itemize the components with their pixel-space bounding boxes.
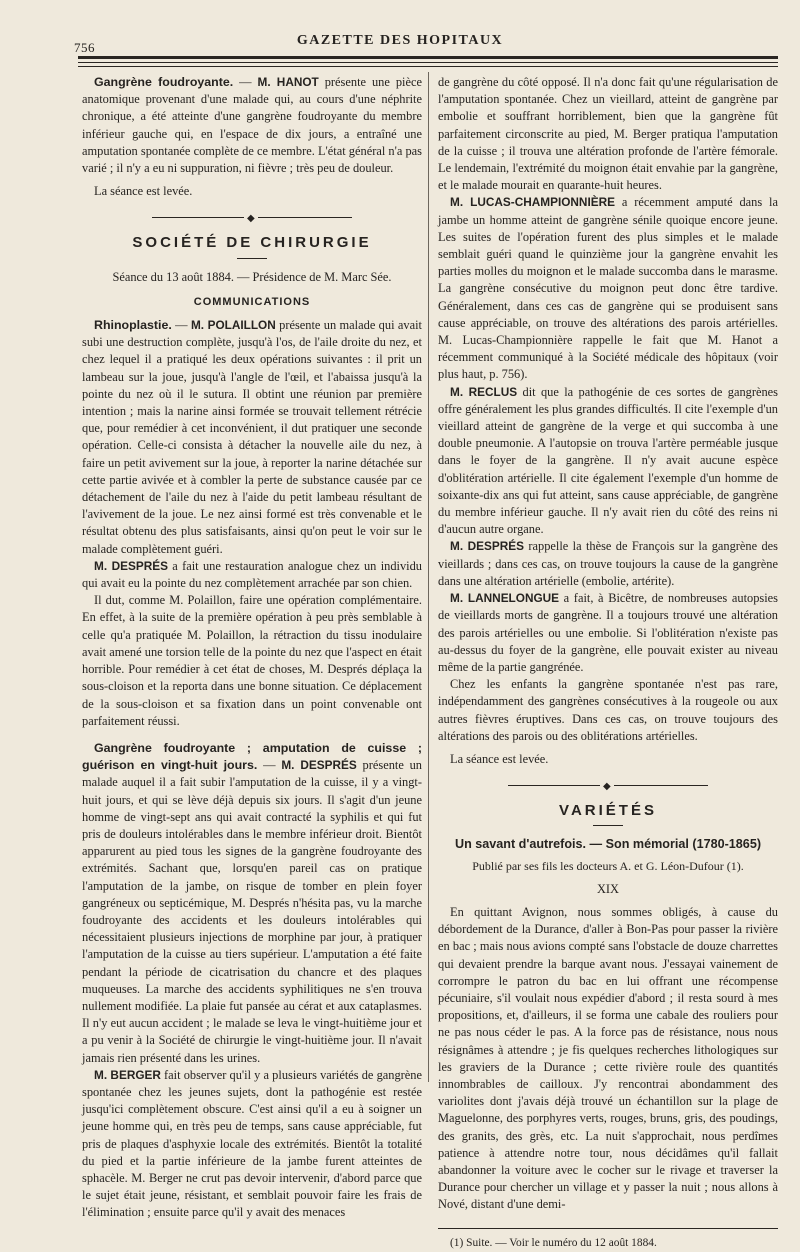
paragraph-text: a récemment amputé dans la jambe un homme atteint de gangrène sénile quoique encore jeune. Les suites de l'opération furent des plus simples et le malade semblait guéri quand le quinzième jour la gangrène envahit les parties molles du moignon et le malade succomba dans le marasme. La gangrène consécutive du moignon peut donc être tardive. Généralement, dans ces cas de gangrène qui se produisent sans cause appréciable, on trouve des altérations des parois artérielles. M. Lucas-Championnière rappelle le fait que M. Hanot a récemment communiqué à la Société médicale des hôpitaux (voir plus haut, p. 756). (438, 195, 778, 382)
speaker-name: M. HANOT (257, 75, 319, 89)
paragraph-text: rappelle la thèse de François sur la gangrène des vieillards ; dans ces cas, on trouve toujours la cause de la gangrène dans une altération artérielle (embolie, artérite). (438, 539, 778, 588)
short-rule (593, 825, 623, 826)
footnote-rule (438, 1228, 778, 1229)
paragraph (438, 538, 778, 590)
speaker-name: M. DESPRÉS (281, 758, 357, 773)
header-rule-thick (78, 56, 778, 59)
paragraph-text: a fait, à Bicêtre, de nombreuses autopsies de vieillards morts de gangrène. Il a toujours trouvé une altération des parois artérielles ou une embolie. Si l'oblitération n'existe pas au-dessus du foyer de la gangrène, elle pouvait exister au niveau même de la partie gangrénée. (438, 591, 778, 674)
speaker-name: M. DESPRÉS (94, 558, 168, 573)
paragraph: Rhinoplastie. — M. POLAILLON présente un malade qui avait subi une destruction complète, jusqu'à l'os, de l'aile droite du nez, et chez lequel il a pratiqué les deux opérations suivantes : il prit un lambeau sur la joue, jusqu'à l'angle de l'œil, et l'abaissa jusqu'à la pointe du nez où il le sutura. Il obtint une réunion par première intention ; mais la narine ainsi formée se trouvait tellement rétrécie que, pour remédier à cet inconvénient, il dut pratiquer une seconde opération. Celle-ci consista à détacher la nouvelle aile du nez, à faire un petit avivement sur la joue, à reporter la narine détachée sur cette partie avivée et à combler la perte de substance causée par ce détachement de l'aile du nez à l'aide du petit lambeau résultant de l'avivement de la joue. Le nez ainsi formé est très convenable et le résultat obtenu des plus satisfaisants, ainsi qu'on peut le voir sur le malade complètement guéri. (82, 318, 422, 556)
page-number: 756 (74, 40, 95, 55)
paragraph: Gangrène foudroyante ; amputation de cuisse ; guérison en vingt-huit jours. — M. DESPRÉS présente un malade auquel il a fait subir l'amputation de la cuisse, il y a vingt-huit jours, et qui se lève déjà depuis six jours. Il s'agit d'un jeune homme de vingt-sept ans qui avait contracté la syphilis et qui fut pris de douleurs intolérables dans le membre inférieur droit. Bientôt apparurent au pied tous les signes de la gangrène foudroyante des extrémités. Sachant que, lorsqu'en pareil cas on pratique l'amputation de la jambe, on risque de tomber en plein foyer gangréneux ou septicémique, M. Després n'hésita pas, vu la marche foudroyante des accidents et les douleurs intolérables qui nécessitaient plusieurs injections de morphine par jour, à pratiquer l'amputation de la cuisse au tiers supérieur. L'amputation a été faite pendant la période de cicatrisation du chancre et des plaques muqueuses. La marche des accidents syphilitiques ne s'en trouva nullement modifiée. La plaie fut pansée au cérat et aux cataplasmes. Il n'y eut aucun accident ; le malade se leva le vingt-huitième jour et a pu venir à la Société de chirurgie le vingt-huitième jour. Il n'avait jamais rien présenté dans les urines. (82, 740, 423, 1065)
section-title: SOCIÉTÉ DE CHIRURGIE (132, 234, 372, 252)
speaker-name: M. RECLUS (450, 384, 518, 399)
speaker-name: M. DESPRÉS (450, 539, 525, 554)
chapter-number: XIX (596, 881, 620, 896)
short-rule (237, 258, 267, 259)
paragraph-heading: Gangrène foudroyante ; amputation de cuisse ; guérison en vingt-huit jours. (82, 740, 422, 773)
seance-closing: La séance est levée. (450, 751, 549, 766)
paragraph (82, 1067, 422, 1222)
speaker-name: M. POLAILLON (190, 318, 276, 333)
paragraph-text: présente une pièce anatomique provenant d'une malade qui, au cours d'une néphrite chronique, a été atteinte d'une gangrène foudroyante du membre inférieur gauche qui, en l'espace de dix jours, a entraîné une amputation spontanée complète de ce membre. L'état général n'a pas varié ; il n'y a eu ni suppuration, ni fièvre ; très peu de douleur. (82, 75, 422, 176)
paragraph: Chez les enfants la gangrène spontanée n'est pas rare, indépendamment des gangrènes consécutives à la rougeole ou aux autres fièvres éruptives. Dans ces cas, on trouve toujours des altérations des parois ou des oblitérations artérielles. (438, 677, 778, 743)
section-title: VARIÉTÉS (559, 802, 657, 820)
speaker-name: M. LUCAS-CHAMPIONNIÈRE (450, 195, 615, 210)
left-column (82, 74, 422, 1222)
paragraph-text: présente un malade qui avait subi une destruction complète, jusqu'à l'os, de l'aile droite du nez, et chez lequel il a pratiqué les deux opérations suivantes : il prit un lambeau sur la joue, jusqu'à l'angle de l'œil, et l'abaissa jusqu'à la pointe du nez où il le sutura. Il obtint une réunion par première intention ; mais la narine ainsi formée se trouvait tellement rétrécie que, pour remédier à cet inconvénient, il dut pratiquer une seconde opération. Celle-ci consista à détacher la nouvelle aile du nez, à faire un petit avivement sur la joue, à reporter la narine détachée sur cette partie avivée et à combler la perte de substance causée par ce détachement de l'aile du nez à l'aide du petit lambeau résultant de l'avivement de la joue. Le nez ainsi formé est très convenable et le résultat obtenu des plus satisfaisants, ainsi qu'on peut le voir sur le malade complètement guéri. (82, 318, 422, 556)
paragraph-text: présente un malade auquel il a fait subir l'amputation de la cuisse, il y a vingt-huit jours, et qui se lève déjà depuis six jours. Il s'agit d'un jeune homme de vingt-sept ans qui avait contracté la syphilis et qui fut pris de douleurs intolérables dans le membre inférieur droit. Bientôt apparurent au pied tous les signes de la gangrène foudroyante des extrémités. Sachant que, lorsqu'en pareil cas on pratique l'amputation de la jambe, on risque de tomber en plein foyer gangréneux ou septicémique, M. Després n'hésita pas, vu la marche foudroyante des accidents et les douleurs intolérables qui nécessitaient plusieurs injections de morphine par jour, à pratiquer l'amputation de la cuisse au tiers supérieur. L'amputation a été faite pendant la période de cicatrisation du chancre et des plaques muqueuses. La marche des accidents syphilitiques ne s'en trouva nullement modifiée. La plaie fut pansée au cérat et aux cataplasmes. Il n'y eut aucun accident ; le malade se leva le vingt-huitième jour et a pu venir à la Société de chirurgie le vingt-huitième jour. Il n'avait jamais rien présenté dans les urines. (82, 758, 423, 1065)
header-rule-thin (78, 62, 778, 63)
page-header-title: GAZETTE DES HOPITAUX (296, 33, 504, 48)
header-rule-thin-2 (78, 66, 778, 67)
footnote: (1) Suite. — Voir le numéro du 12 août 1884. (450, 1236, 657, 1249)
right-column (438, 74, 778, 1252)
paragraph-text: a fait une restauration analogue chez un individu qui avait eu la pointe du nez complètement arrachée par son chien. (82, 558, 422, 591)
paragraph-text: fait observer qu'il y a plusieurs variétés de gangrène spontanée chez les jeunes sujets, dont la pathogénie est restée jusqu'ici complètement obscure. C'est ainsi qu'il a eu à soigner un jeune homme qui, en très peu de temps, sans cause appréciable, fut pris de plaques d'asphyxie locale des extrémités. Bientôt la totalité du pied et la partie inférieure de la jambe furent atteintes de sphacèle. M. Berger ne crut pas devoir intervenir, d'abord parce que le sujet était jeune, résistant, et semblait pouvoir faire les frais de l'élimination ; ensuite parce qu'il y avait des menaces (82, 1067, 422, 1220)
seance-closing: La séance est levée. (94, 184, 193, 199)
paragraph: Il dut, comme M. Polaillon, faire une opération complémentaire. En effet, à la suite de la première opération à peu près semblable à celle qu'a pratiquée M. Polaillon, la rétraction du tissu inodulaire avait amené une torsion telle de la pointe du nez que l'aspect en était horrible. Pour remédier à cet état de choses, M. Després déplaça la sous-cloison et la reporta dans une bonne situation. Ce déplacement de la sous-cloison et sa fixation dans un point convenable ont parfaitement réussi. (82, 593, 422, 728)
spacer (82, 730, 422, 740)
article-byline: Publié par ses fils les docteurs A. et G. Léon-Dufour (1). (472, 858, 744, 873)
paragraph-text: dit que la pathogénie de ces sortes de gangrènes offre généralement les plus grandes difficultés. Il cite l'exemple d'un vieillard atteint de gangrène de la verge et qui succomba à une double pneumonie. A l'autopsie on trouva l'artère perméable jusque dans le foyer de la gangrène. Il n'y avait aucune espèce d'oblitération artérielle. Il cite également l'exemple d'un homme de soixante-dix ans qui fut atteint, sans cause appréciable, de gangrène du membre inférieur gauche. Il n'y avait rien du côté des reins ni d'aucun autre organe. (438, 384, 779, 537)
paragraph: En quittant Avignon, nous sommes obligés, à cause du débordement de la Durance, d'aller à Bon-Pas pour passer la rivière en bac ; mais nous avions compté sans l'obstacle de douze charrettes qui devaient prendre la barque avant nous. J'essayai vainement de corrompre le patron du bac en lui offrant une récompense pécuniaire, s'il voulait nous expédier d'abord ; il resta sourd à mes propositions, et, d'ailleurs, il se forma une cabale des rouliers pour ne pas nous céder le pas. A la force pas de résistance, nous nous résignâmes à attendre ; je fis quelques recherches lithologiques sur les graviers de la Durance ; cette rivière roule des quantités innombrables de cailloux. J'y rencontrai abondamment des variolites dont j'avais déjà trouvé un échantillon sur la plage de Maguelonne, des porphyres verts, rouges, bruns, gris, des poudings, des granits, des grès, etc. La nuit s'approchait, nous perdîmes patience à attendre notre tour, nous décidâmes qu'il fallait abandonner la voiture avec le cocher sur le rivage et traverser la Durance pour chercher un village et y passer la nuit ; nous allons à Nové, distant d'une demi- (438, 904, 778, 1212)
paragraph (438, 194, 778, 383)
ornament-divider (152, 212, 352, 222)
paragraph (438, 590, 778, 676)
paragraph (82, 558, 422, 592)
paragraph (438, 384, 778, 539)
paragraph: de gangrène du côté opposé. Il n'a donc fait qu'une régularisation de l'amputation spontanée. Chez un vieillard, atteint de gangrène par embolie et souffrant horriblement, bien que la gangrène fût parfaitement circonscrite au pied, M. Berger pratiqua l'amputation de la cuisse ; il trouva une altération profonde de l'artère fémorale. Le lendemain, l'extrémité du moignon était envahie par la gangrène, et le malade mourait en quarante-huit heures. (438, 75, 778, 193)
seance-line: Séance du 13 août 1884. — Présidence de M. Marc Sée. (112, 269, 392, 284)
paragraph-heading: Gangrène foudroyante. (94, 75, 234, 89)
paragraph: Gangrène foudroyante. — M. HANOT présente une pièce anatomique provenant d'une malade qui, au cours d'une néphrite chronique, a été atteinte d'une gangrène foudroyante du membre inférieur gauche qui, en l'espace de dix jours, a entraîné une amputation spontanée complète de ce membre. L'état général n'a pas varié ; il n'y a eu ni suppuration, ni fièvre ; très peu de douleur. (82, 75, 422, 176)
communications-heading: COMMUNICATIONS (193, 295, 311, 308)
article-title: Un savant d'autrefois. — Son mémorial (1780-1865) (454, 837, 762, 852)
ornament-divider (508, 780, 708, 790)
paragraph-heading: Rhinoplastie. (94, 318, 172, 333)
speaker-name: M. BERGER (94, 1067, 161, 1082)
speaker-name: M. LANNELONGUE (450, 591, 560, 606)
column-separator (428, 72, 429, 1082)
